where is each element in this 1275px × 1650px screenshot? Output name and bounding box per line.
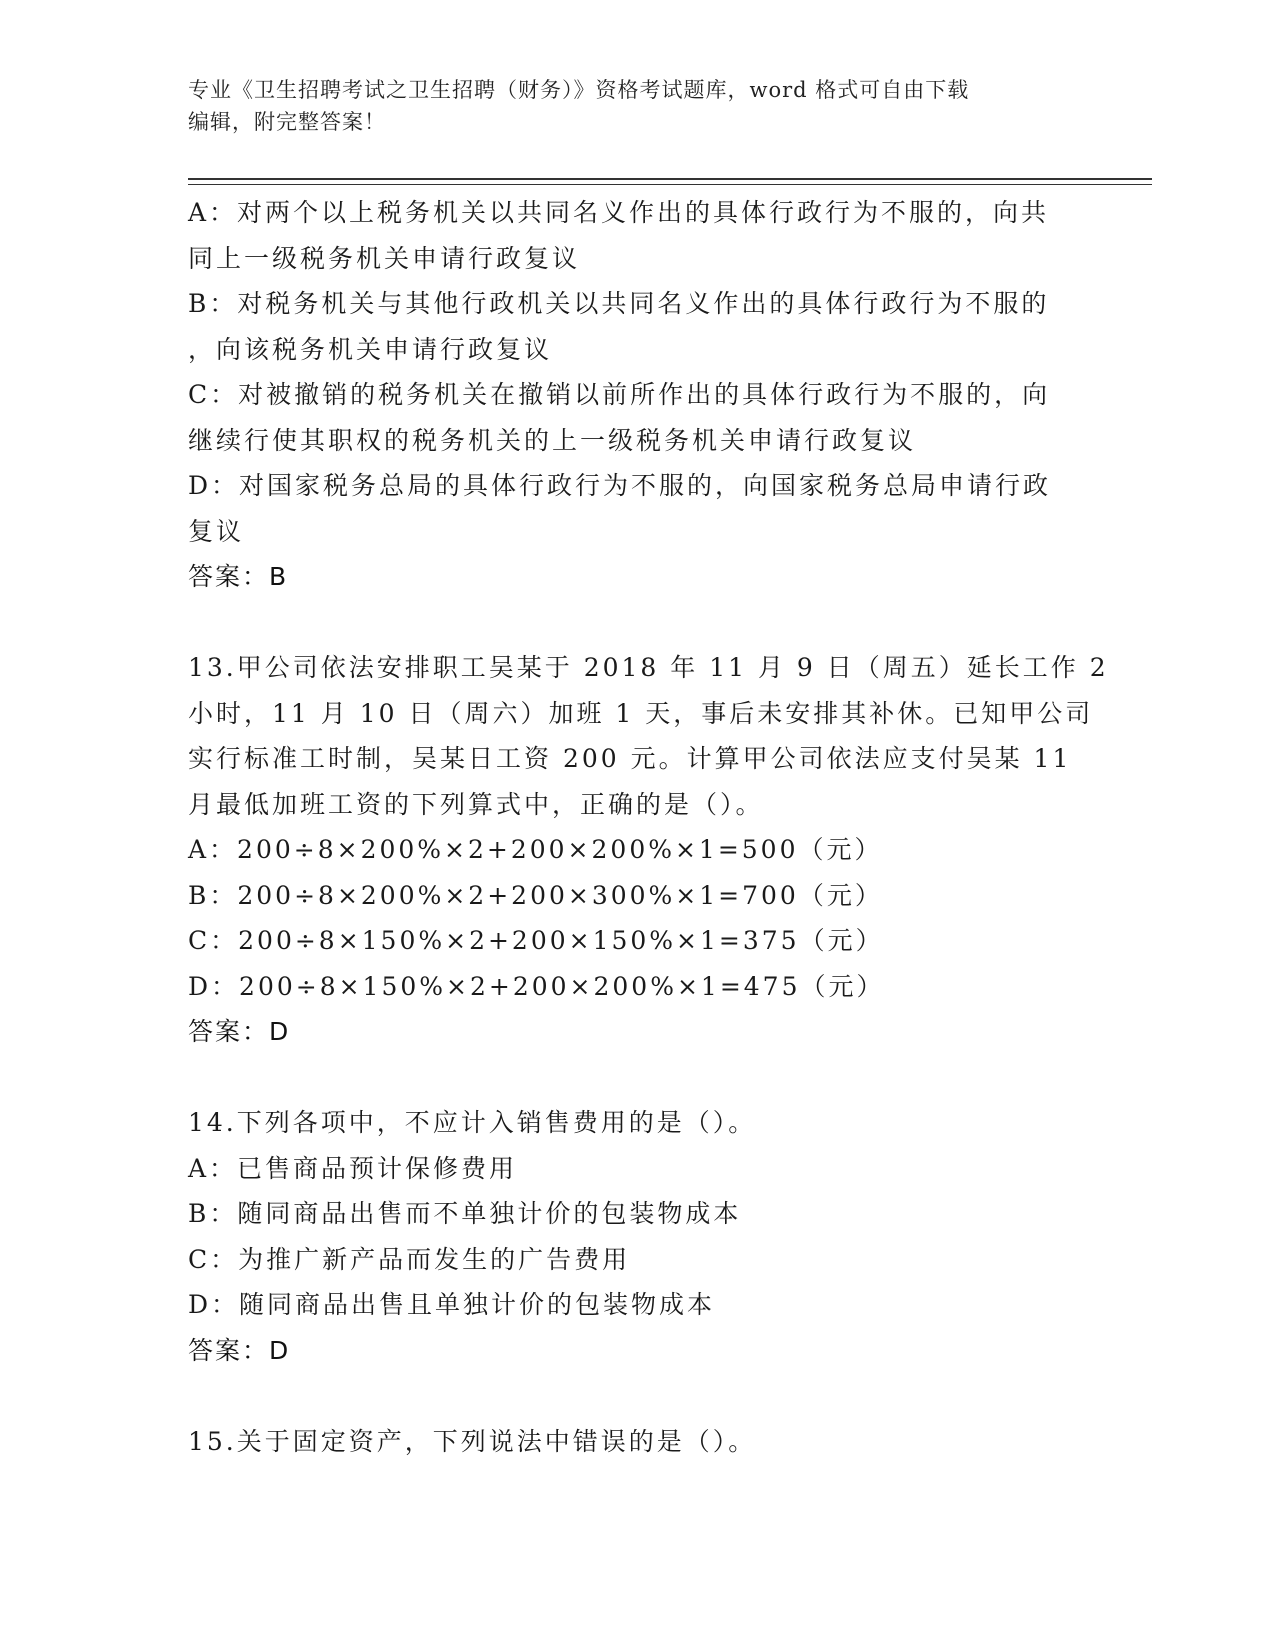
q12-option-b-line-2: ，向该税务机关申请行政复议 <box>188 334 553 364</box>
document-body <box>188 190 1109 1464</box>
q14-question: 14.下列各项中，不应计入销售费用的是（）。 <box>188 1108 757 1137</box>
q12-option-d-line-2: 复议 <box>188 516 245 546</box>
q13-question-line-3: 实行标准工时制，吴某日工资 200 元。计算甲公司依法应支付吴某 11 <box>188 744 1072 773</box>
question-12-options <box>188 190 1088 600</box>
q13-option-a: A：200÷8×200%×2+200×200%×1=500（元） <box>188 835 883 864</box>
q12-answer: 答案：B <box>188 562 289 591</box>
q14-option-a: A：已售商品预计保修费用 <box>188 1153 518 1183</box>
q12-option-c-line-2: 继续行使其职权的税务机关的上一级税务机关申请行政复议 <box>188 425 917 455</box>
q14-option-b: B：随同商品出售而不单独计价的包装物成本 <box>188 1199 742 1228</box>
q12-option-d-line-1: D：对国家税务总局的具体行政行为不服的，向国家税务总局申请行政 <box>188 471 1052 500</box>
q13-answer: 答案：D <box>188 1017 291 1046</box>
spacer <box>188 1055 1088 1101</box>
header-line-2: 编辑，附完整答案！ <box>188 110 386 134</box>
q13-question-line-1: 13.甲公司依法安排职工吴某于 2018 年 11 月 9 日（周五）延长工作 2 <box>188 653 1109 682</box>
spacer <box>188 1373 1088 1419</box>
question-15 <box>188 1419 1088 1465</box>
q12-option-a-line-2: 同上一级税务机关申请行政复议 <box>188 243 581 273</box>
header-rule-thin <box>188 184 1152 185</box>
q13-option-b: B：200÷8×200%×2+200×300%×1=700（元） <box>188 880 883 910</box>
q12-option-a-line-1: A：对两个以上税务机关以共同名义作出的具体行政行为不服的，向共 <box>188 198 1050 227</box>
document-header <box>188 74 1068 138</box>
q13-option-d: D：200÷8×150%×2+200×200%×1=475（元） <box>188 971 885 1001</box>
q14-option-c: C：为推广新产品而发生的广告费用 <box>188 1244 631 1274</box>
q12-option-c-line-1: C：对被撤销的税务机关在撤销以前所作出的具体行政行为不服的，向 <box>188 380 1051 409</box>
header-rule-thick <box>188 178 1152 180</box>
q13-option-c: C：200÷8×150%×2+200×150%×1=375（元） <box>188 926 884 955</box>
q14-answer: 答案：D <box>188 1335 291 1365</box>
question-14 <box>188 1100 1088 1373</box>
q15-question: 15.关于固定资产，下列说法中错误的是（）。 <box>188 1426 757 1456</box>
q13-question-line-4: 月最低加班工资的下列算式中，正确的是（）。 <box>188 789 764 819</box>
question-13 <box>188 645 1109 1055</box>
q12-option-b-line-1: B：对税务机关与其他行政机关以共同名义作出的具体行政行为不服的 <box>188 289 1050 318</box>
q13-question-line-2: 小时，11 月 10 日（周六）加班 1 天，事后未安排其补休。已知甲公司 <box>188 698 1094 728</box>
header-line-1: 专业《卫生招聘考试之卫生招聘（财务）》资格考试题库，word 格式可自由下载 <box>188 78 970 102</box>
q14-option-d: D：随同商品出售且单独计价的包装物成本 <box>188 1290 716 1319</box>
spacer <box>188 600 1088 646</box>
